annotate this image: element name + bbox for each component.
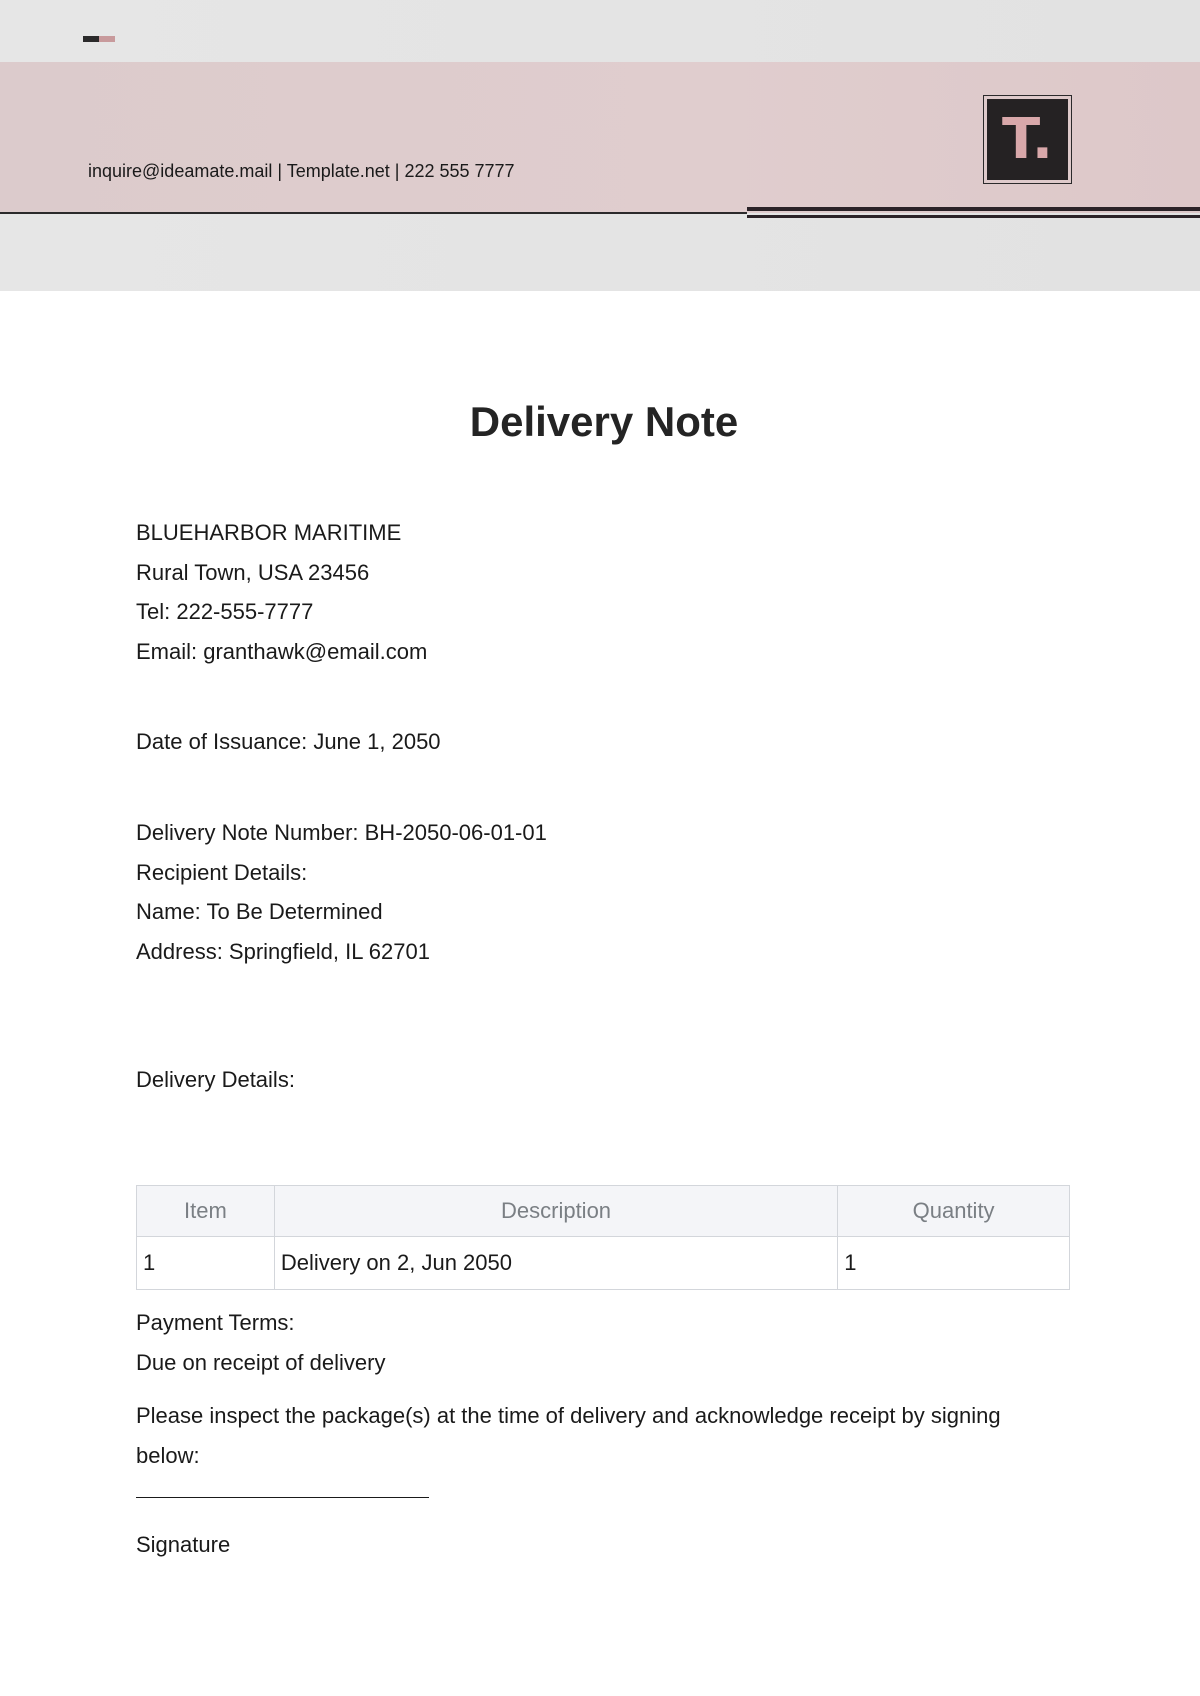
issuance-date: Date of Issuance: June 1, 2050 xyxy=(136,729,441,754)
cell-item: 1 xyxy=(137,1237,275,1290)
signature-label: Signature xyxy=(136,1532,231,1557)
table-header-row xyxy=(137,1186,1070,1237)
note-number: Delivery Note Number: BH-2050-06-01-01 xyxy=(136,820,547,845)
sender-email: Email: granthawk@email.com xyxy=(136,638,428,664)
issuance-block xyxy=(136,722,441,762)
sender-company: BLUEHARBOR MARITIME xyxy=(136,520,402,545)
payment-heading: Payment Terms: xyxy=(136,1310,295,1335)
column-header-item: Item xyxy=(137,1186,275,1237)
corner-mark-dark xyxy=(83,36,99,42)
page-title: Delivery Note xyxy=(469,398,739,445)
cell-description: Delivery on 2, Jun 2050 xyxy=(274,1237,837,1290)
recipient-heading: Recipient Details: xyxy=(136,859,308,885)
sender-tel: Tel: 222-555-7777 xyxy=(136,599,314,624)
header-contact: inquire@ideamate.mail | Template.net | 222 555 7777 xyxy=(88,161,515,181)
delivery-details-block xyxy=(136,1060,295,1100)
corner-marks xyxy=(83,36,115,42)
recipient-block xyxy=(136,813,547,971)
logo-mark: T. xyxy=(987,99,1068,180)
recipient-name: Name: To Be Determined xyxy=(136,899,383,924)
payment-block xyxy=(136,1303,385,1382)
signature-line xyxy=(136,1497,429,1498)
recipient-address: Address: Springfield, IL 62701 xyxy=(136,938,430,964)
inspect-instructions: Please inspect the package(s) at the time of delivery and acknowledge receipt by signing below: xyxy=(136,1403,1001,1468)
header-rule-left xyxy=(0,212,747,214)
delivery-details-heading: Delivery Details: xyxy=(136,1067,295,1092)
header-rule-right-top xyxy=(747,207,1200,211)
corner-mark-pink xyxy=(99,36,115,42)
sender-block xyxy=(136,513,427,671)
column-header-description: Description xyxy=(274,1186,837,1237)
delivery-table xyxy=(136,1185,1070,1290)
company-logo xyxy=(983,95,1072,184)
header-rule-right-bottom xyxy=(747,215,1200,218)
payment-terms: Due on receipt of delivery xyxy=(136,1349,386,1375)
sender-address: Rural Town, USA 23456 xyxy=(136,559,370,585)
cell-quantity: 1 xyxy=(838,1237,1070,1290)
column-header-quantity: Quantity xyxy=(838,1186,1070,1237)
table-row xyxy=(137,1237,1070,1290)
signature-block xyxy=(136,1525,230,1565)
